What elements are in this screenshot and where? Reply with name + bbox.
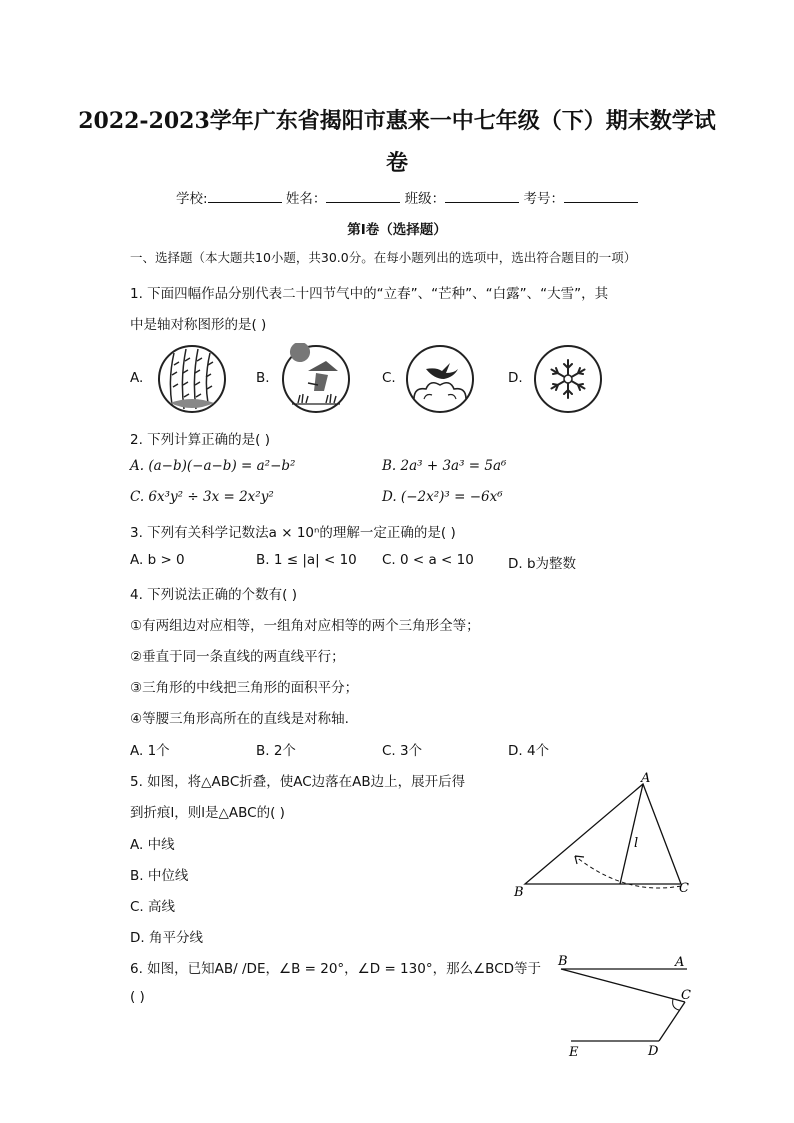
fold-arc [575, 856, 681, 888]
q5-triangle-figure [505, 768, 705, 903]
line-cd [659, 1002, 685, 1041]
q1-option-d-label: D. [508, 370, 523, 386]
q1-option-c-label: C. [382, 370, 396, 386]
q6-answer-paren: ( ) [130, 989, 145, 1005]
q5-option-d: D. 角平分线 [130, 930, 203, 946]
class-label: 班级： [404, 191, 446, 207]
q4-option-c: C. 3个 [382, 743, 423, 759]
line-l-label: l [634, 836, 639, 851]
point-b-label: B [558, 954, 568, 969]
q5-option-c: C. 高线 [130, 899, 176, 915]
school-label: 学校: [176, 191, 208, 207]
point-d-label: D [648, 1044, 659, 1059]
point-a-label: A [641, 771, 651, 786]
name-label: 姓名： [285, 191, 327, 207]
q2-option-d: D. (−2x²)³ = −6x⁶ [382, 489, 503, 505]
school-blank [208, 190, 282, 203]
q6-stem: 6. 如图，已知AB/ /DE，∠B = 20°，∠D = 130°，那么∠BCD等于 [130, 961, 542, 977]
class-blank [445, 190, 519, 203]
daxue-snowflake-image [532, 343, 604, 415]
lichun-willow-image [156, 343, 228, 415]
q5-option-b: B. 中位线 [130, 868, 189, 884]
q1-stem-line2: 中是轴对称图形的是( ) [130, 317, 267, 333]
q3-option-b: B. 1 ≤ |a| < 10 [256, 552, 357, 568]
triangle-abc [525, 784, 681, 884]
section-title: 第I卷（选择题） [347, 222, 447, 238]
point-c-label: C [681, 988, 691, 1003]
page-title-continued: 卷 [385, 150, 408, 176]
q4-statement-1: ①有两组边对应相等，一组角对应相等的两个三角形全等； [130, 618, 480, 634]
exam-no-label: 考号： [523, 191, 564, 207]
point-b-label: B [514, 885, 524, 900]
q1-option-b-label: B. [256, 370, 270, 386]
q5-option-a: A. 中线 [130, 837, 175, 853]
page-title: 2022-2023学年广东省揭阳市惠来一中七年级（下）期末数学试 [78, 108, 716, 134]
q2-option-c: C. 6x³y² ÷ 3x = 2x²y² [130, 489, 274, 505]
exam-no-blank [564, 190, 638, 203]
q3-stem: 3. 下列有关科学记数法a × 10ⁿ的理解一定正确的是( ) [130, 525, 456, 541]
q1-stem-line1: 1. 下面四幅作品分别代表二十四节气中的“立春”、“芒种”、“白露”、“大雪”，其 [130, 286, 609, 302]
point-e-label: E [569, 1045, 579, 1060]
name-blank [326, 190, 400, 203]
q4-statement-4: ④等腰三角形高所在的直线是对称轴. [130, 711, 349, 727]
q5-stem-line2: 到折痕l，则l是△ABC的( ) [130, 805, 285, 821]
point-a-label: A [675, 955, 685, 970]
q5-stem-line1: 5. 如图，将△ABC折叠，使AC边落在AB边上，展开后得 [130, 774, 466, 790]
q3-option-c: C. 0 < a < 10 [382, 552, 474, 568]
q3-option-a: A. b > 0 [130, 552, 185, 568]
q2-stem: 2. 下列计算正确的是( ) [130, 432, 270, 448]
q6-parallel-lines-figure [555, 952, 695, 1062]
point-c-label: C [679, 881, 689, 896]
q2-option-a: A. (a−b)(−a−b) = a²−b² [130, 458, 296, 474]
info-line [176, 187, 638, 207]
q4-statement-2: ②垂直于同一条直线的两直线平行； [130, 649, 345, 665]
q2-option-b: B. 2a³ + 3a³ = 5a⁶ [382, 458, 507, 474]
part-one-heading: 一、选择题（本大题共10小题，共30.0分。在每小题列出的选项中，选出符合题目的一项） [130, 250, 637, 265]
bailu-bird-image [404, 343, 476, 415]
q4-option-a: A. 1个 [130, 743, 170, 759]
q4-option-d: D. 4个 [508, 743, 550, 759]
fold-line-l [620, 784, 643, 884]
line-bc [561, 969, 685, 1002]
q4-stem: 4. 下列说法正确的个数有( ) [130, 587, 297, 603]
q3-option-d: D. b为整数 [508, 556, 577, 572]
q4-option-b: B. 2个 [256, 743, 296, 759]
q1-option-a-label: A. [130, 370, 144, 386]
q4-statement-3: ③三角形的中线把三角形的面积平分； [130, 680, 359, 696]
mangzhong-farmer-image [280, 343, 352, 415]
